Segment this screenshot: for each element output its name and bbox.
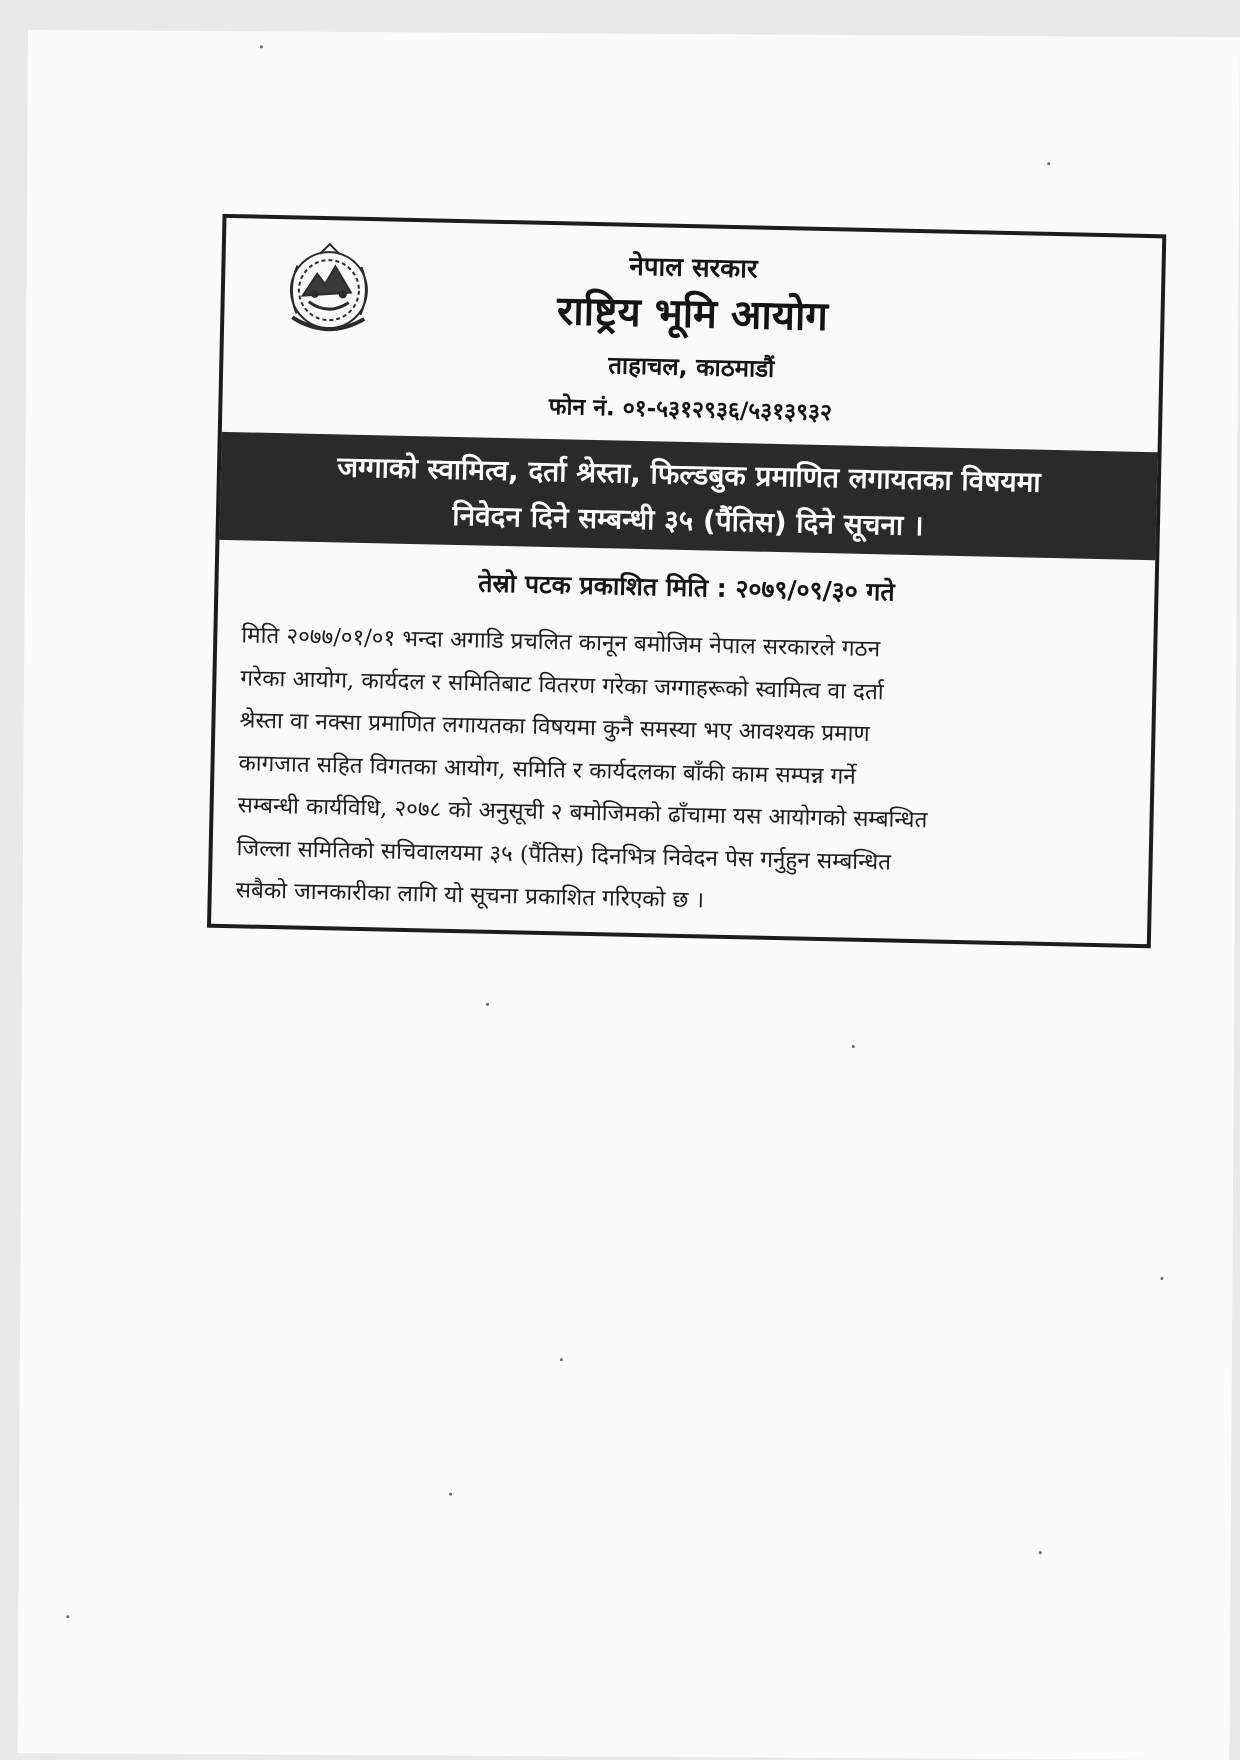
notice-body	[235, 614, 1137, 931]
paper-speck	[449, 1493, 452, 1496]
commission-name: राष्ट्रिय भूमि आयोग	[556, 288, 829, 341]
paper-sheet	[17, 30, 1240, 1760]
paper-speck	[1160, 1277, 1163, 1280]
paper-speck	[66, 1615, 69, 1618]
notice-title-line-1: जग्गाको स्वामित्व, दर्ता श्रेस्ता, फिल्डबुक प्रमाणित लगायतका विषयमा	[336, 450, 1042, 499]
notice-title-band	[219, 432, 1157, 560]
body-line-5: सम्बन्धी कार्यविधि, २०७८ को अनुसूची २ बमोजिमको ढाँचामा यस आयोगको सम्बन्धित	[237, 792, 928, 834]
paper-speck	[560, 1358, 563, 1361]
publication-date: तेस्रो पटक प्रकाशित मिति : २०७९/०९/३० गते	[478, 568, 896, 607]
notice-title-line-2: निवेदन दिने सम्बन्धी ३५ (पैंतिस) दिने सूचना ।	[451, 498, 924, 543]
paper-speck	[1039, 1551, 1042, 1554]
government-name: नेपाल सरकार	[629, 251, 758, 285]
commission-address: ताहाचल, काठमाडौं	[607, 351, 775, 383]
paper-speck	[486, 1003, 489, 1006]
body-line-6: जिल्ला समितिको सचिवालयमा ३५ (पैंतिस) दिनभित्र निवेदन पेस गर्नुहुन सम्बन्धित	[236, 834, 892, 876]
paper-speck	[260, 45, 263, 48]
public-notice	[207, 214, 1166, 948]
body-line-2: गरेका आयोग, कार्यदल र समितिबाट वितरण गरेका जग्गाहरूको स्वामित्व वा दर्ता	[240, 664, 884, 705]
body-line-7: सबैको जानकारीका लागि यो सूचना प्रकाशित गरिएको छ ।	[235, 877, 705, 914]
paper-speck	[1047, 162, 1050, 165]
commission-phone: फोन नं. ०१-५३१२९३६/५३१३९३२	[548, 393, 833, 427]
body-line-3: श्रेस्ता वा नक्सा प्रमाणित लगायतका विषयमा कुनै समस्या भए आवश्यक प्रमाण	[239, 707, 870, 748]
body-line-4: कागजात सहित विगतका आयोग, समिति र कार्यदलका बाँकी काम सम्पन्न गर्ने	[238, 749, 857, 790]
paper-speck	[852, 1045, 855, 1048]
notice-header	[222, 218, 1162, 448]
body-line-1: मिति २०७७/०१/०१ भन्दा अगाडि प्रचलित कानून बमोजिम नेपाल सरकारले गठन	[241, 622, 881, 663]
